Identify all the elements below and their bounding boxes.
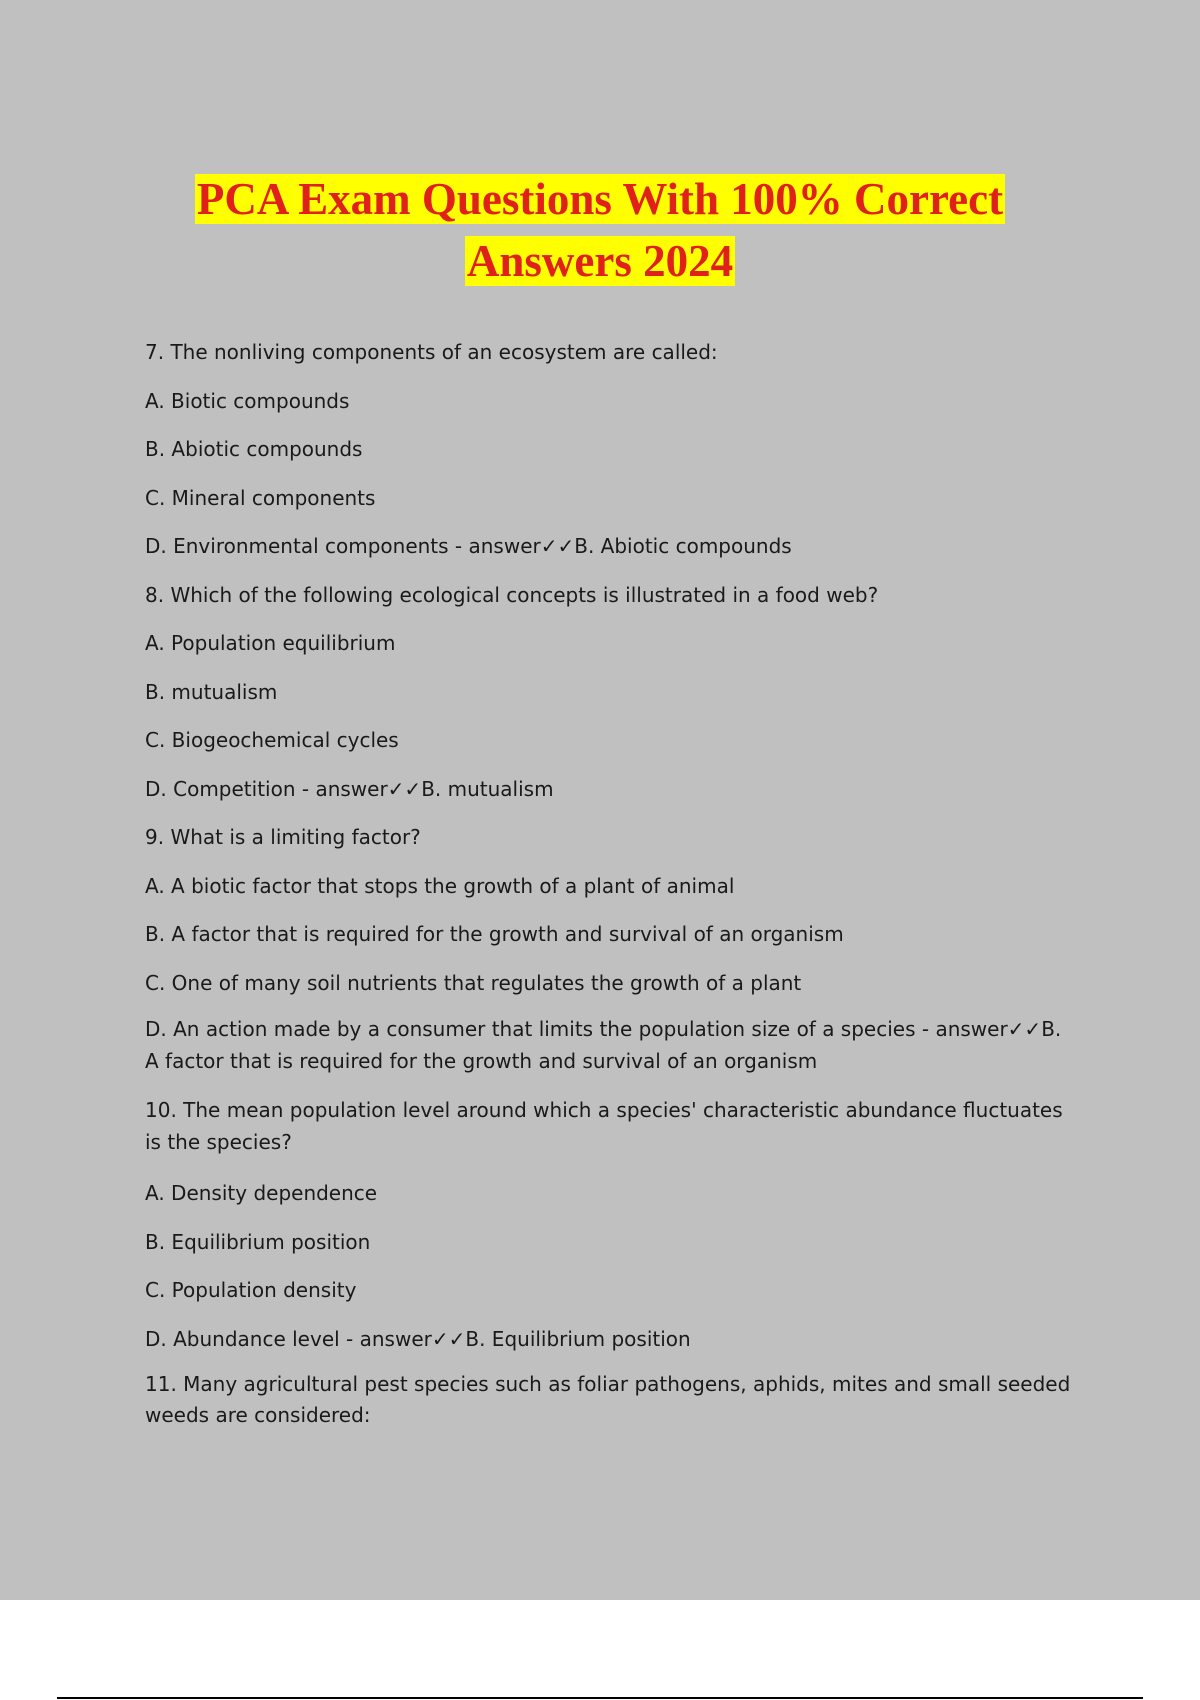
option-10a: A. Density dependence: [145, 1181, 378, 1205]
option-10d-answer: D. Abundance level - answer✓✓B. Equilibrium position: [145, 1326, 691, 1351]
option-9a: A. A biotic factor that stops the growth of a plant of animal: [145, 873, 735, 898]
option-7d-answer: D. Environmental components - answer✓✓B. Abiotic compounds: [145, 534, 792, 558]
question-list: [145, 334, 1075, 1444]
question-9: 9. What is a limiting factor?: [145, 825, 421, 849]
option-8a: A. Population equilibrium: [145, 631, 396, 655]
title-line-2: Answers 2024: [466, 236, 734, 286]
title-line-1: PCA Exam Questions With 100% Correct: [196, 174, 1004, 224]
option-9b: B. A factor that is required for the growth and survival of an organism: [145, 922, 844, 946]
question-11: 11. Many agricultural pest species such as foliar pathogens, aphids, mites and small seeded weeds are considered:: [145, 1372, 1071, 1427]
question-10: 10. The mean population level around which a species' characteristic abundance fluctuates is the species?: [145, 1098, 1063, 1154]
option-8c: C. Biogeochemical cycles: [145, 728, 399, 752]
footer-rule: [57, 1697, 1143, 1699]
option-10c: C. Population density: [145, 1278, 357, 1302]
option-7a: A. Biotic compounds: [145, 388, 350, 413]
option-8b: B. mutualism: [145, 679, 278, 704]
document-title: [0, 168, 1200, 292]
option-8d-answer: D. Competition - answer✓✓B. mutualism: [145, 776, 554, 801]
question-8: 8. Which of the following ecological concepts is illustrated in a food web?: [145, 582, 879, 607]
option-7b: B. Abiotic compounds: [145, 437, 363, 461]
option-7c: C. Mineral components: [145, 485, 376, 510]
question-7: 7. The nonliving components of an ecosystem are called:: [145, 340, 718, 364]
option-10b: B. Equilibrium position: [145, 1229, 371, 1254]
option-9c: C. One of many soil nutrients that regulates the growth of a plant: [145, 970, 802, 995]
option-9d-answer: D. An action made by a consumer that limits the population size of a species - answer✓✓B. A factor that is required for the growth and survival of an organism: [145, 1017, 1062, 1073]
